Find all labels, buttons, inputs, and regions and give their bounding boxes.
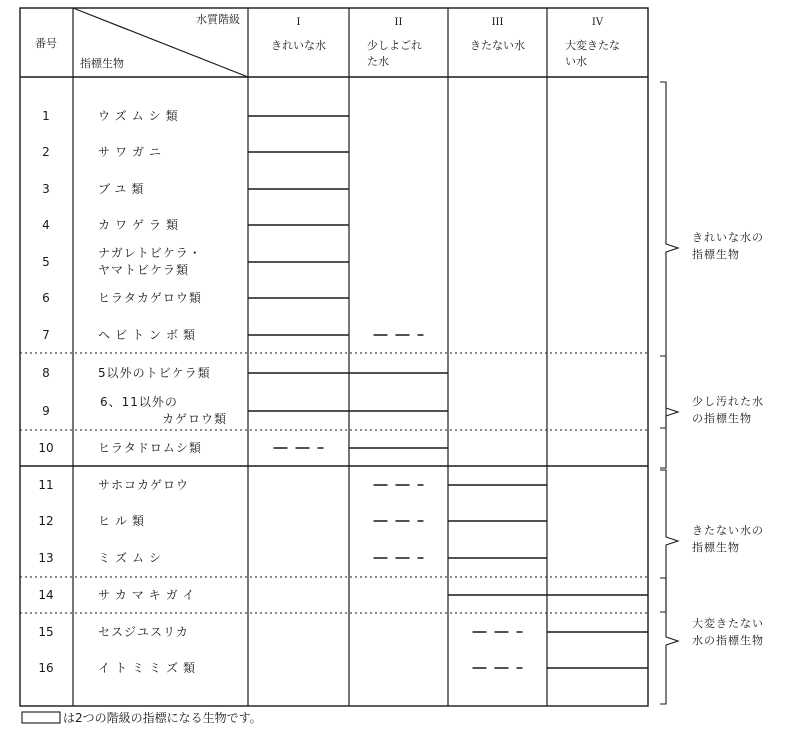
organism-name: セスジユスリカ xyxy=(98,625,189,639)
group-bracket xyxy=(660,356,764,468)
table-header xyxy=(35,12,620,70)
row-number: 14 xyxy=(38,588,54,602)
class-label-2: 少しよごれ xyxy=(367,39,422,52)
group-label: 少し汚れた水 xyxy=(692,395,764,408)
row-number: 13 xyxy=(38,551,54,565)
table-row xyxy=(38,588,648,602)
row-number: 9 xyxy=(42,404,50,418)
table-row xyxy=(38,440,448,455)
organism-name: サカマキガイ xyxy=(98,588,200,602)
table-row xyxy=(42,145,349,159)
class-label-3: きたない水 xyxy=(470,39,525,52)
legend-box xyxy=(22,712,60,723)
class-label-4: 大変きたな xyxy=(565,39,620,52)
organism-name: ヤマトビケラ類 xyxy=(98,263,190,277)
group-label: 指標生物 xyxy=(692,541,740,554)
class-label-4: い水 xyxy=(565,55,587,68)
organism-name: サホコカゲロウ xyxy=(98,478,190,492)
row-number: 4 xyxy=(42,218,50,232)
group-bracket xyxy=(660,578,764,704)
group-label: の指標生物 xyxy=(692,412,752,425)
table-row xyxy=(38,478,547,492)
organism-name: ナガレトビケラ・ xyxy=(98,246,202,260)
organism-name: 6、11以外の xyxy=(100,395,178,409)
row-number: 10 xyxy=(38,441,54,455)
class-label-2: た水 xyxy=(367,55,389,68)
organism-name: ブユ類 xyxy=(98,182,149,196)
table-row xyxy=(38,660,648,675)
class-numeral-4: IV xyxy=(591,17,604,28)
brace-shape xyxy=(660,356,678,468)
table-row xyxy=(42,217,349,232)
table-row xyxy=(42,246,349,277)
organism-name: イトミミズ類 xyxy=(98,661,201,675)
organism-name: ウズムシ類 xyxy=(98,109,183,123)
table-row xyxy=(38,625,648,639)
row-number: 1 xyxy=(42,109,50,123)
organism-name: ヒラタドロムシ類 xyxy=(98,441,202,455)
table-row xyxy=(38,513,547,528)
row-number: 16 xyxy=(38,661,54,675)
row-number: 12 xyxy=(38,514,54,528)
table-row xyxy=(42,181,349,196)
organism-name: ヒラタカゲロウ類 xyxy=(98,291,202,305)
row-number: 6 xyxy=(42,291,50,305)
organism-name: ヘビトンボ類 xyxy=(98,328,201,342)
group-label: 大変きたない xyxy=(692,617,764,630)
class-numeral-3: III xyxy=(491,17,504,28)
class-label-1: きれいな水 xyxy=(271,39,326,52)
group-bracket xyxy=(660,82,764,428)
organism-name: ミズムシ xyxy=(98,551,167,565)
brace-shape xyxy=(660,82,678,428)
table-row xyxy=(42,327,423,342)
footnote-text: は2つの階級の指標になる生物です。 xyxy=(63,711,262,725)
brace-shape xyxy=(660,578,678,704)
class-numeral-1: I xyxy=(296,17,301,28)
corner-header-quality: 水質階級 xyxy=(196,13,240,26)
table-row xyxy=(38,551,547,565)
organism-name: カワゲラ類 xyxy=(98,218,184,232)
row-number: 2 xyxy=(42,145,50,159)
organism-name: カゲロウ類 xyxy=(162,412,228,426)
brace-shape xyxy=(660,470,678,612)
class-numeral-2: II xyxy=(394,17,403,28)
group-bracket xyxy=(660,470,764,612)
organism-name: サワガニ xyxy=(98,145,167,159)
group-label: 指標生物 xyxy=(692,248,740,261)
row-number: 3 xyxy=(42,182,50,196)
row-number: 7 xyxy=(42,328,50,342)
table-row xyxy=(42,365,448,380)
table-row xyxy=(42,108,349,123)
table-row xyxy=(42,395,448,426)
table-row xyxy=(42,290,349,305)
number-column-header: 番号 xyxy=(35,37,57,50)
table-body xyxy=(38,108,648,675)
row-number: 5 xyxy=(42,255,50,269)
row-number: 15 xyxy=(38,625,54,639)
group-label: 水の指標生物 xyxy=(692,634,764,647)
row-number: 11 xyxy=(38,478,54,492)
corner-header-organism: 指標生物 xyxy=(80,57,124,70)
organism-name: ヒル類 xyxy=(98,514,150,528)
group-label: きれいな水の xyxy=(692,231,764,244)
row-number: 8 xyxy=(42,366,50,380)
footnote xyxy=(22,710,262,725)
organism-name: 5以外のトビケラ類 xyxy=(98,366,211,380)
group-label: きたない水の xyxy=(692,524,764,537)
group-brackets xyxy=(660,82,764,704)
